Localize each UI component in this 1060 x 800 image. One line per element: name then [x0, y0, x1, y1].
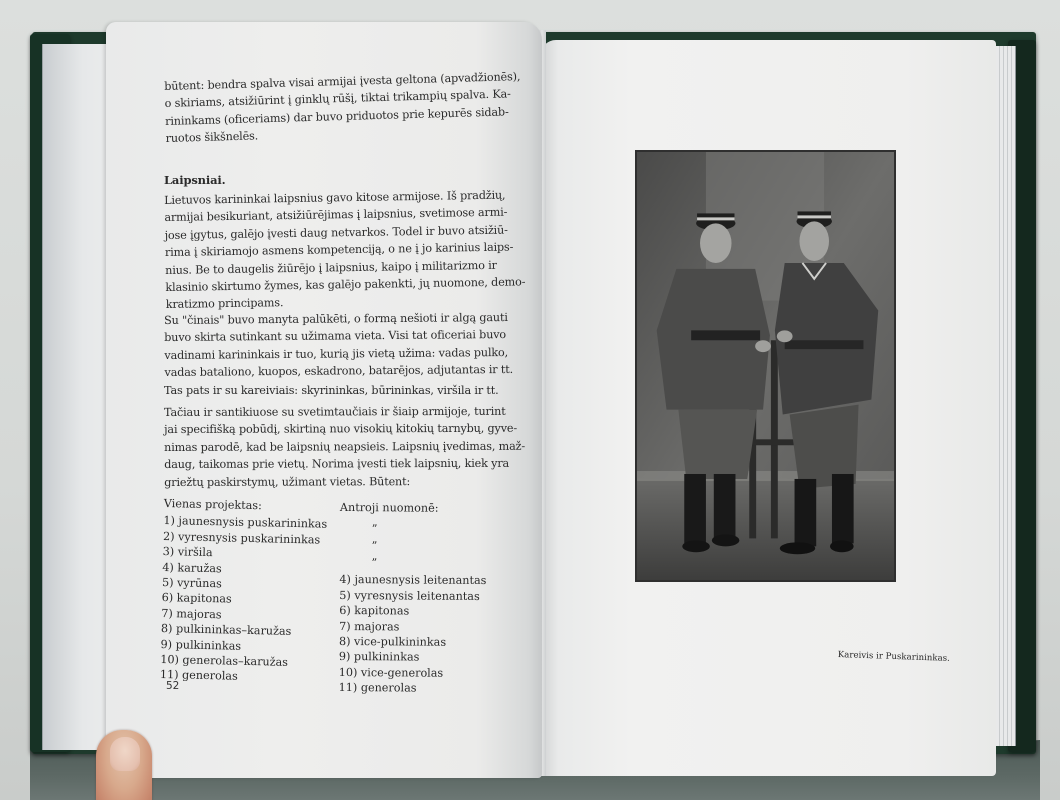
ditto-mark: ”	[371, 522, 378, 536]
text-line: ruotos šikšnelēs.	[165, 129, 259, 146]
text-line: nimas parodē, kad be laipsnių neapsieis. Laipsnių įvedimas, maž-	[164, 439, 526, 454]
text-line: armijai besikuriant, atsižiūrējimas į laipsnius, svetimose armi-	[164, 206, 508, 225]
paragraph-kareiviai	[164, 382, 536, 399]
list-item: 2) vyresnysis puskarininkas	[162, 529, 321, 547]
text-line: griežtų paskirstymų, užimant vietas. Būtent:	[164, 474, 411, 489]
ditto-mark: ”	[371, 539, 378, 553]
rank-list-second-opinion	[339, 500, 487, 697]
text-line: o skiriams, atsižiūrint į ginklų rūšį, tiktai trikampių spalva. Ka-	[164, 87, 511, 111]
list-item: 8) vice-pulkininkas	[338, 635, 447, 649]
list-item: 8) pulkininkas–karužas	[160, 622, 292, 639]
text-line: buvo skirta sutinkant su užimama vieta. Visi tat oficeriai buvo	[164, 328, 507, 345]
section-heading: Laipsniai.	[164, 173, 226, 187]
text-line: daug, taikomas prie vietų. Norima įvesti tiek laipsnių, kiek yra	[164, 457, 510, 472]
list-item: 5) vyresnysis leitenantas	[339, 588, 480, 603]
text-line: klasinio skirtumo žymes, kas galējo pakenkti, jų nuomone, demo-	[165, 275, 526, 295]
text-line: Tas pats ir su kareiviais: skyrininkas, būrininkas, viršila ir tt.	[164, 384, 499, 397]
list-item: 11) generolas	[159, 668, 238, 684]
list-item: 7) majoras	[339, 619, 400, 634]
list-heading: Antroji nuomonē:	[339, 500, 439, 515]
thumbnail-nail	[110, 737, 140, 771]
list-item: 5) vyrūnas	[161, 576, 223, 591]
list-item: 6) kapitonas	[339, 604, 410, 618]
list-item: 1) jaunesnysis puskarininkas	[163, 514, 328, 532]
text-line: rininkams (oficeriams) dar buvo priduotos prie kepurēs sidab-	[165, 105, 509, 128]
paragraph-laipsniai	[164, 186, 538, 314]
list-item: 9) pulkininkas	[160, 637, 242, 653]
page-number: 52	[166, 680, 180, 692]
ditto-mark: ”	[371, 556, 378, 570]
list-item: 9) pulkininkas	[338, 650, 420, 664]
text-line: Su "činais" buvo manyta palūkēti, o formą nešioti ir algą gauti	[164, 311, 508, 327]
text-line: vadas bataliono, kuopos, eskadrono, batarējos, adjutantas ir tt.	[164, 363, 514, 380]
list-item: 11) generolas	[338, 681, 417, 695]
list-item: 4) jaunesnysis leitenantas	[339, 573, 487, 588]
text-line: nius. Be to daugelis žiūrējo į laipsnius, kaipo į militarizmo ir	[165, 258, 497, 277]
paragraph-cinai	[164, 309, 537, 382]
text-line: vadinami karininkais ir tuo, kurią jis vietą užima: vadas pulko,	[164, 345, 509, 362]
list-item: 6) kapitonas	[161, 591, 232, 606]
photo-caption: Kareivis ir Puskarininkas.	[837, 650, 950, 664]
list-item: 7) majoras	[161, 606, 222, 622]
text-line: jai specifišką pobūdį, skirtiną nuo visokių kitokių tarnybų, gyve-	[164, 422, 518, 437]
list-item: 4) karužas	[162, 560, 222, 575]
intro-paragraph	[164, 68, 538, 148]
list-heading: Vienas projektas:	[163, 496, 262, 513]
text-line: kratizmo principams.	[165, 296, 284, 312]
text-line: rima į skiriamojo asmens kompetenciją, o ne į jo karinius laips-	[164, 240, 514, 260]
list-item: 3) viršila	[162, 545, 213, 560]
text-line: būtent: bendra spalva visai armijai įvesta geltona (apvadžionēs),	[164, 70, 521, 93]
text-line: jose įgytus, galējo įvesti daug netvarkos. Todel ir buvo atsižiū-	[164, 223, 508, 242]
text-line: Tačiau ir santikiuose su svetimtaučiais ir šiaip armijoje, turint	[164, 404, 506, 419]
text-line: Lietuvos karininkai laipsnius gavo kitose armijose. Iš pradžių,	[164, 188, 506, 207]
rank-list-project-one	[160, 496, 328, 687]
paragraph-taciau	[164, 403, 536, 491]
list-item: 10) generolas–karužas	[160, 653, 289, 669]
soldiers-photograph	[635, 150, 896, 582]
photograph-icon	[637, 152, 894, 580]
list-item: 10) vice-generolas	[338, 665, 444, 680]
